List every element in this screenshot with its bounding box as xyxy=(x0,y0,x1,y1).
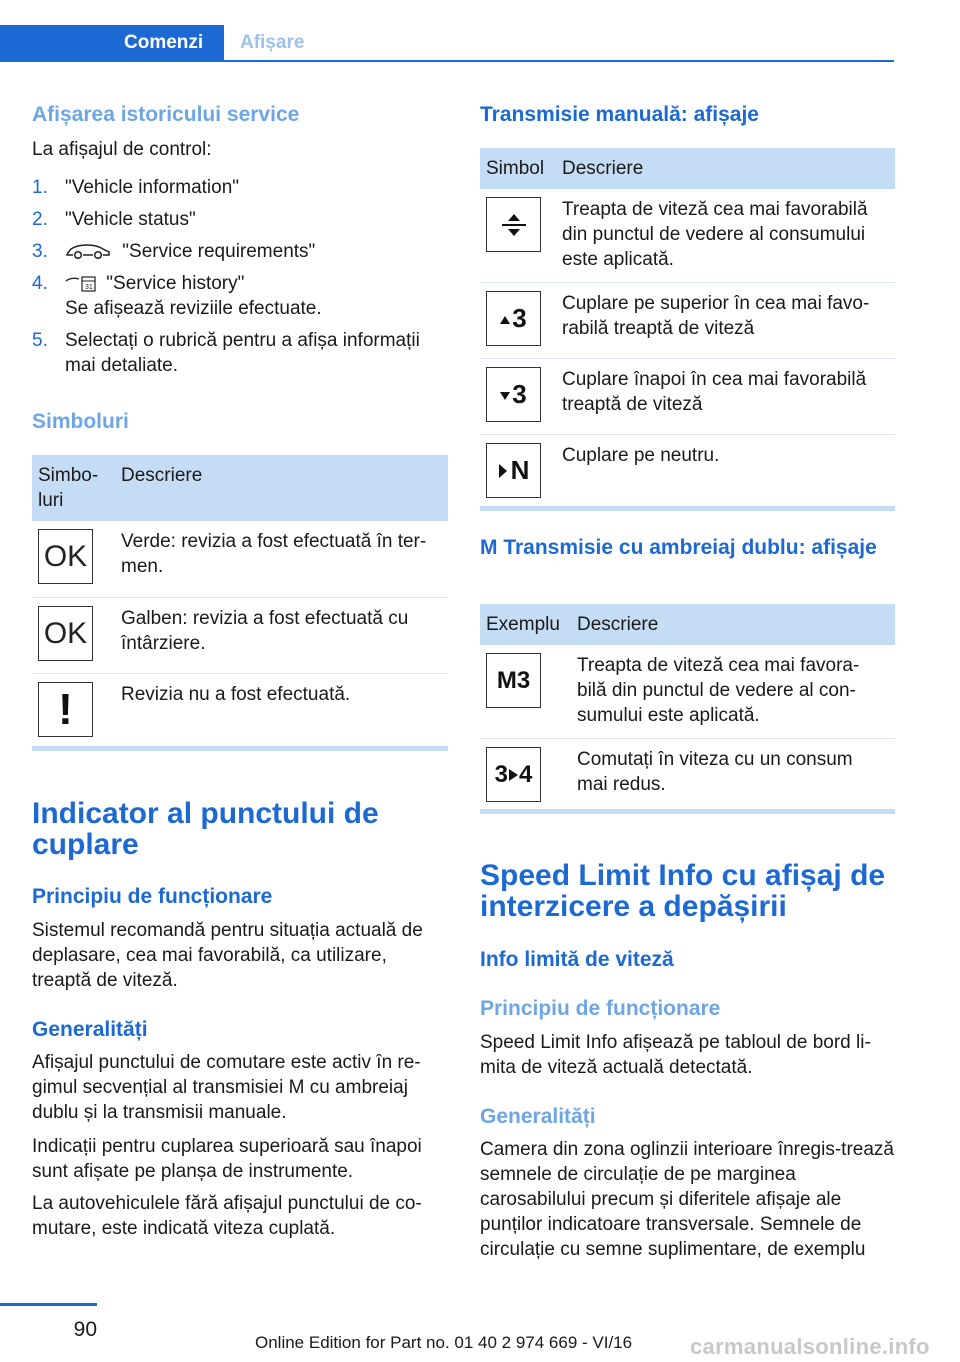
principle-text: Sistemul recomandă pentru situația actuală de deplasare, cea mai favorabilă, ca utilizare, treaptă de viteză. xyxy=(32,920,423,991)
service-history-heading: Afișarea istoricului service xyxy=(32,103,300,126)
table-row: OK Galben: revizia a fost efectuată cu întârziere. xyxy=(32,597,448,673)
page-number: 90 xyxy=(73,1318,97,1341)
ok-green-icon: OK xyxy=(38,529,93,584)
neutral-icon: N xyxy=(486,443,541,498)
table-row: ! Revizia nu a fost efectuată. xyxy=(32,673,448,749)
list-item: 5. Selectați o rubrică pentru a afișa informații mai detaliate. xyxy=(32,330,420,376)
speed-limit-title: Speed Limit Info cu afișaj de interzicere a depășirii xyxy=(480,859,886,923)
service-history-intro: La afișajul de control: xyxy=(32,139,212,160)
speed-limit-subheading: Info limită de viteză xyxy=(480,948,674,971)
list-item: 4. 31 "Service history" Se afișează reviziile efectuate. xyxy=(32,273,322,319)
steps-list xyxy=(32,175,448,378)
manual-transmission-table xyxy=(480,148,895,511)
general-paragraph-1: Afișajul punctului de comutare este activ în re-gimul secvențial al transmisiei M cu ambreiaj dublu și la transmisii manuale. xyxy=(32,1052,421,1123)
table-row: N Cuplare pe neutru. xyxy=(480,435,895,511)
gear-indicator-title: Indicator al punctului de cuplare xyxy=(32,797,379,861)
table-header-symbol: Simbo- luri xyxy=(32,455,115,521)
table-divider xyxy=(32,746,448,751)
table-divider xyxy=(480,809,895,814)
table-header-example: Exemplu xyxy=(480,604,571,645)
list-item: 2. "Vehicle status" xyxy=(32,209,196,230)
table-row: OK Verde: revizia a fost efectuată în ter- men. xyxy=(32,521,448,597)
header-tabs xyxy=(0,25,894,62)
symbols-table xyxy=(32,455,448,749)
calendar-icon xyxy=(65,274,97,292)
general-heading: Generalități xyxy=(480,1105,596,1128)
general-paragraph-3: La autovehiculele fără afișajul punctului de co-mutare, este indicată viteza cuplată. xyxy=(32,1193,422,1239)
principle-heading: Principiu de funcționare xyxy=(32,885,273,908)
manual-transmission-heading: Transmisie manuală: afișaje xyxy=(480,103,759,126)
dct-heading: M Transmisie cu ambreiaj dublu: afișaje xyxy=(480,536,877,559)
table-header-description: Descriere xyxy=(115,455,448,521)
edition-text: Online Edition for Part no. 01 40 2 974 669 - VI/16 xyxy=(255,1333,633,1352)
table-header-description: Descriere xyxy=(556,148,895,189)
general-paragraph-2: Indicații pentru cuplarea superioară sau înapoi sunt afișate pe planșa de instrumente. xyxy=(32,1136,422,1182)
optimal-gear-icon xyxy=(486,197,541,252)
list-item: 1. "Vehicle information" xyxy=(32,177,240,198)
watermark: carmanualsonline.info xyxy=(690,1334,930,1359)
tab-comenzi[interactable]: Comenzi xyxy=(0,25,224,60)
footer-divider xyxy=(0,1303,97,1306)
table-row: 3 Cuplare pe superior în cea mai favo- rabilă treaptă de viteză xyxy=(480,283,895,359)
principle-text: Speed Limit Info afișează pe tabloul de bord li-mita de viteză actuală detectată. xyxy=(480,1032,871,1078)
exclamation-icon: ! xyxy=(38,682,93,737)
symbols-heading: Simboluri xyxy=(32,410,129,433)
table-row: M3 Treapta de viteză cea mai favora- bilă din punctul de vedere al con- sumului este aplicată. xyxy=(480,645,895,739)
list-item: 3. "Service requirements" xyxy=(32,241,316,262)
shift-3-4-icon: 3 4 xyxy=(486,747,541,802)
table-row: 3 Cuplare înapoi în cea mai favorabilă treaptă de viteză xyxy=(480,359,895,435)
downshift-3-icon: 3 xyxy=(486,367,541,422)
ok-yellow-icon: OK xyxy=(38,606,93,661)
table-divider xyxy=(480,506,895,511)
upshift-3-icon: 3 xyxy=(486,291,541,346)
svg-text:31: 31 xyxy=(85,284,93,291)
general-text: Camera din zona oglinzii interioare înregis-trează semnele de circulație de pe marginea carosabilului precum și diferitele afișaje ale punților indicatoare transversale. Semnele de circulație cu semne suplimentare, de exemplu xyxy=(480,1139,894,1260)
table-header-symbol: Simbol xyxy=(480,148,556,189)
general-heading: Generalități xyxy=(32,1018,148,1041)
dct-table xyxy=(480,604,895,815)
table-row: 3 4 Comutați în viteza cu un consum mai redus. xyxy=(480,739,895,815)
car-icon xyxy=(65,241,111,257)
m3-icon: M3 xyxy=(486,653,541,708)
table-header-description: Descriere xyxy=(571,604,895,645)
principle-heading: Principiu de funcționare xyxy=(480,997,721,1020)
table-row: Treapta de viteză cea mai favorabilă din punctul de vedere al consumului este aplicată. xyxy=(480,189,895,283)
tab-afisare[interactable]: Afișare xyxy=(240,32,305,53)
